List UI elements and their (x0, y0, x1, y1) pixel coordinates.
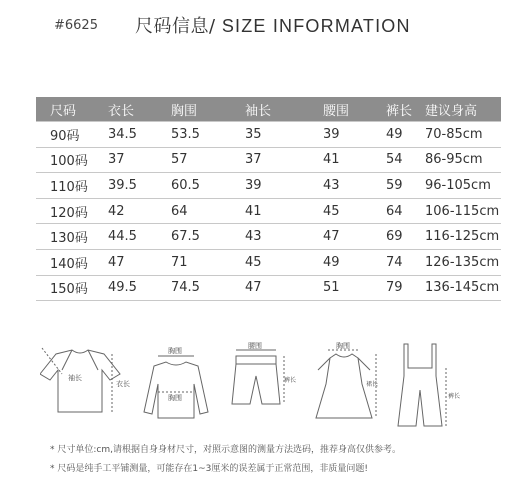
tshirt-diagram-icon (40, 340, 132, 420)
table-row (36, 198, 501, 224)
note-tolerance: * 尺码是纯手工平铺测量，可能存在1~3厘米的误差属于正常范围，非质量问题! (50, 464, 368, 474)
table-cell: 74 (386, 249, 425, 275)
diagram-label-sleeve: 袖长 (68, 374, 82, 382)
page-title (135, 12, 411, 38)
table-cell: 44.5 (108, 224, 171, 250)
table-cell: 39.5 (108, 173, 171, 199)
table-cell: 126-135cm (425, 249, 501, 275)
title-cn: 尺码信息/ (135, 16, 216, 37)
table-row (36, 224, 501, 250)
table-cell: 140码 (36, 249, 108, 275)
table-cell: 64 (386, 198, 425, 224)
table-cell: 47 (108, 249, 171, 275)
table-cell: 37 (245, 147, 323, 173)
dress-diagram-icon (306, 340, 386, 424)
title-en: SIZE INFORMATION (221, 16, 411, 36)
table-cell: 116-125cm (425, 224, 501, 250)
header-length: 衣长 (108, 97, 171, 122)
table-row (36, 249, 501, 275)
table-cell: 136-145cm (425, 275, 501, 301)
table-cell: 47 (323, 224, 386, 250)
overalls-diagram-icon (390, 340, 460, 428)
table-cell: 47 (245, 275, 323, 301)
table-row (36, 122, 501, 148)
table-cell: 39 (323, 122, 386, 148)
table-cell: 49 (386, 122, 425, 148)
header-sleeve: 袖长 (245, 97, 323, 122)
diagram-label-waist: 腰围 (248, 342, 262, 350)
table-cell: 150码 (36, 275, 108, 301)
table-cell: 69 (386, 224, 425, 250)
table-cell: 60.5 (171, 173, 245, 199)
table-cell: 106-115cm (425, 198, 501, 224)
table-row (36, 147, 501, 173)
header-pants-length: 裤长 (386, 97, 425, 122)
table-cell: 49.5 (108, 275, 171, 301)
table-cell: 100码 (36, 147, 108, 173)
table-cell: 41 (323, 147, 386, 173)
table-cell: 110码 (36, 173, 108, 199)
table-cell: 49 (323, 249, 386, 275)
diagram-label-dress-chest: 胸围 (336, 342, 350, 350)
table-cell: 45 (245, 249, 323, 275)
table-cell: 51 (323, 275, 386, 301)
table-cell: 120码 (36, 198, 108, 224)
table-cell: 71 (171, 249, 245, 275)
table-cell: 86-95cm (425, 147, 501, 173)
header-waist: 腰围 (323, 97, 386, 122)
table-cell: 34.5 (108, 122, 171, 148)
table-cell: 54 (386, 147, 425, 173)
header-size: 尺码 (36, 97, 108, 122)
table-cell: 43 (323, 173, 386, 199)
table-row (36, 173, 501, 199)
table-cell: 67.5 (171, 224, 245, 250)
table-cell: 130码 (36, 224, 108, 250)
diagram-label-chest: 胸围 (168, 394, 182, 402)
table-cell: 43 (245, 224, 323, 250)
table-cell: 74.5 (171, 275, 245, 301)
table-cell: 42 (108, 198, 171, 224)
table-cell: 37 (108, 147, 171, 173)
table-cell: 90码 (36, 122, 108, 148)
table-cell: 79 (386, 275, 425, 301)
table-cell: 96-105cm (425, 173, 501, 199)
diagram-label-length: 衣长 (116, 380, 130, 388)
table-cell: 45 (323, 198, 386, 224)
pants-diagram-icon (226, 340, 296, 420)
size-table-header (36, 97, 501, 122)
table-cell: 57 (171, 147, 245, 173)
measurement-diagrams (40, 340, 500, 430)
diagram-label-chest-top: 胸围 (168, 347, 182, 355)
table-cell: 70-85cm (425, 122, 501, 148)
diagram-label-pants-length: 裤长 (284, 377, 296, 384)
table-cell: 41 (245, 198, 323, 224)
table-row (36, 275, 501, 301)
product-code: #6625 (54, 18, 98, 33)
diagram-label-dress-length: 裙长 (366, 381, 379, 388)
table-cell: 39 (245, 173, 323, 199)
size-table (36, 97, 501, 301)
table-cell: 53.5 (171, 122, 245, 148)
long-sleeve-diagram-icon (138, 340, 218, 424)
table-cell: 64 (171, 198, 245, 224)
table-cell: 59 (386, 173, 425, 199)
table-cell: 35 (245, 122, 323, 148)
note-unit: * 尺寸单位:cm,请根据自身身材尺寸，对照示意图的测量方法选码，推荐身高仅供参考。 (50, 445, 401, 455)
diagram-label-overalls-length: 裤长 (448, 393, 460, 400)
header-chest: 胸围 (171, 97, 245, 122)
header-height: 建议身高 (425, 97, 501, 122)
